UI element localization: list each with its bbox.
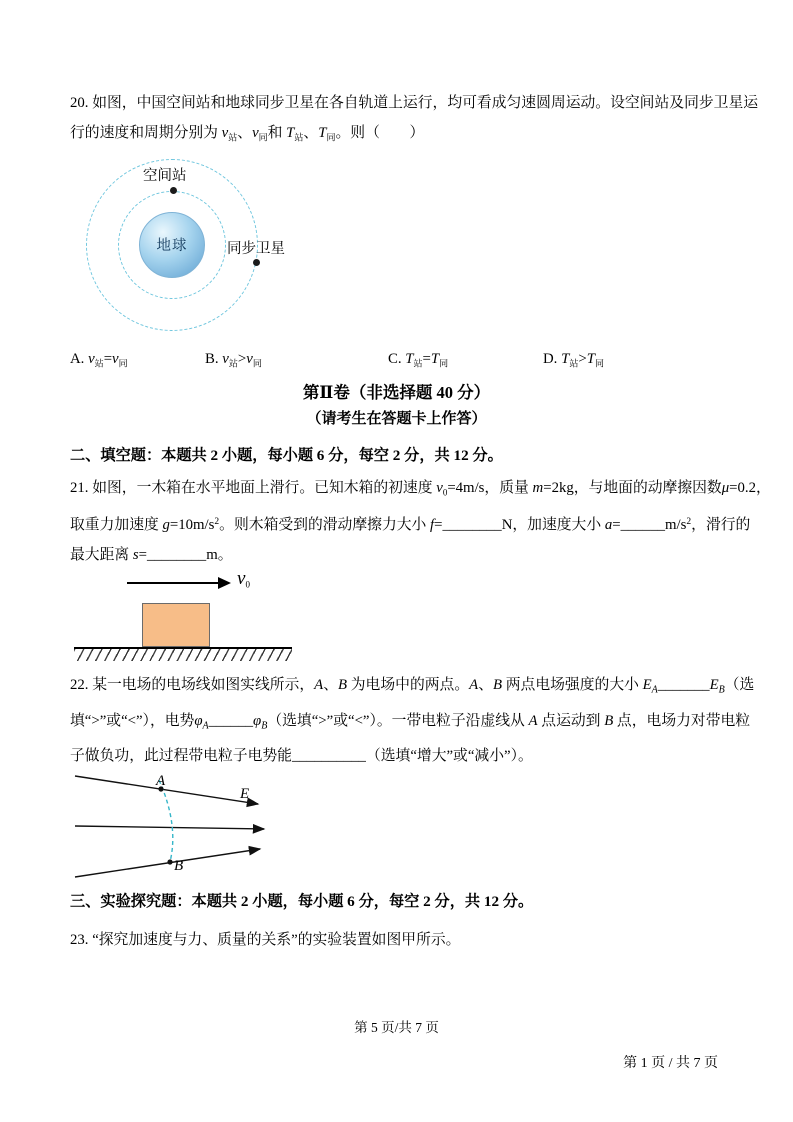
wooden-box <box>142 603 210 647</box>
earth-sphere <box>139 212 205 278</box>
q20-options-row <box>70 351 723 377</box>
particle-trajectory-dashed <box>159 780 173 862</box>
velocity-arrow <box>127 582 219 584</box>
q21-text-line3: 最大距离 s=________m。 <box>70 547 233 563</box>
option-a: A. $v_站=v_同$ <box>70 350 128 368</box>
part2-title: 第Ⅱ卷（非选择题 40 分） <box>302 382 491 402</box>
q21-text-line2: 取重力加速度 $g=10m/s^2$。则木箱受到的滑动摩擦力大小 f=________N，加速度大小 $a=\_\_\_\_\_\_m/s^2$，滑行的 <box>70 517 751 533</box>
field-line-middle <box>75 826 264 829</box>
q20-text-line1: 20. 如图，中国空间站和地球同步卫星在各自轨道上运行，均可看成匀速圆周运动。设空间站及同步卫星运 <box>70 95 759 111</box>
q20-text-line2: 行的速度和周期分别为 $v_站$、$v_同$和 $T_站$、$T_同$。则（ ） <box>70 125 425 143</box>
option-d: D. $T_站>T_同$ <box>543 350 604 368</box>
point-b-dot <box>167 859 172 864</box>
satellite-label: 同步卫星 <box>227 240 285 257</box>
point-a-label: A <box>156 773 166 789</box>
section2-heading: 二、填空题：本题共 2 小题，每小题 6 分，每空 2 分，共 12 分。 <box>70 446 503 464</box>
satellite-dot <box>253 259 260 266</box>
q22-text-line3: 子做负功，此过程带电粒子电势能__________（选填“增大”或“减小”）。 <box>70 748 533 764</box>
page-number-center: 第 5 页/共 7 页 <box>354 1020 439 1035</box>
q23-text-line1: 23. “探究加速度与力、质量的关系”的实验装置如图甲所示。 <box>70 932 461 948</box>
station-label: 空间站 <box>143 167 187 184</box>
part2-subtitle: （请考生在答题卡上作答） <box>306 410 487 427</box>
station-dot <box>170 187 177 194</box>
field-lines-svg <box>70 773 360 883</box>
v0-label: v0 <box>237 568 250 590</box>
q21-text-line1: 21. 如图，一木箱在水平地面上滑行。已知木箱的初速度 $v_0=4m/s$，质量 m=2kg，与地面的动摩擦因数μ=0.2， <box>70 479 771 497</box>
option-c: C. $T_站=T_同$ <box>388 350 449 368</box>
velocity-arrowhead-icon <box>218 577 231 589</box>
field-e-label: E <box>240 786 250 802</box>
earth-label: 地球 <box>156 238 188 254</box>
option-b: B. $v_站>v_同$ <box>205 350 262 368</box>
orbit-diagram <box>70 159 723 349</box>
sliding-box-diagram <box>70 568 723 670</box>
point-b-label: B <box>174 858 184 874</box>
field-lines-diagram <box>70 773 723 883</box>
field-line-bottom <box>75 849 260 877</box>
page-number-bottom: 第 1 页 / 共 7 页 <box>623 1056 718 1071</box>
q22-text-line1: 22. 某一电场的电场线如图实线所示，A、B 为电场中的两点。A、B 两点电场强度的大小 $E_A\_\_\_\_\_\_\_E_B$（选 <box>70 677 755 696</box>
ground-hatching <box>74 647 292 661</box>
section3-heading: 三、实验探究题：本题共 2 小题，每小题 6 分，每空 2 分，共 12 分。 <box>70 893 534 910</box>
q22-text-line2: 填“>”或“<”），电势$\varphi_A\_\_\_\_\_\_\varphi_B$（选填“>”或“<”）。一带电粒子沿虚线从 A 点运动到 B 点，电场力对带电粒 <box>70 712 751 731</box>
